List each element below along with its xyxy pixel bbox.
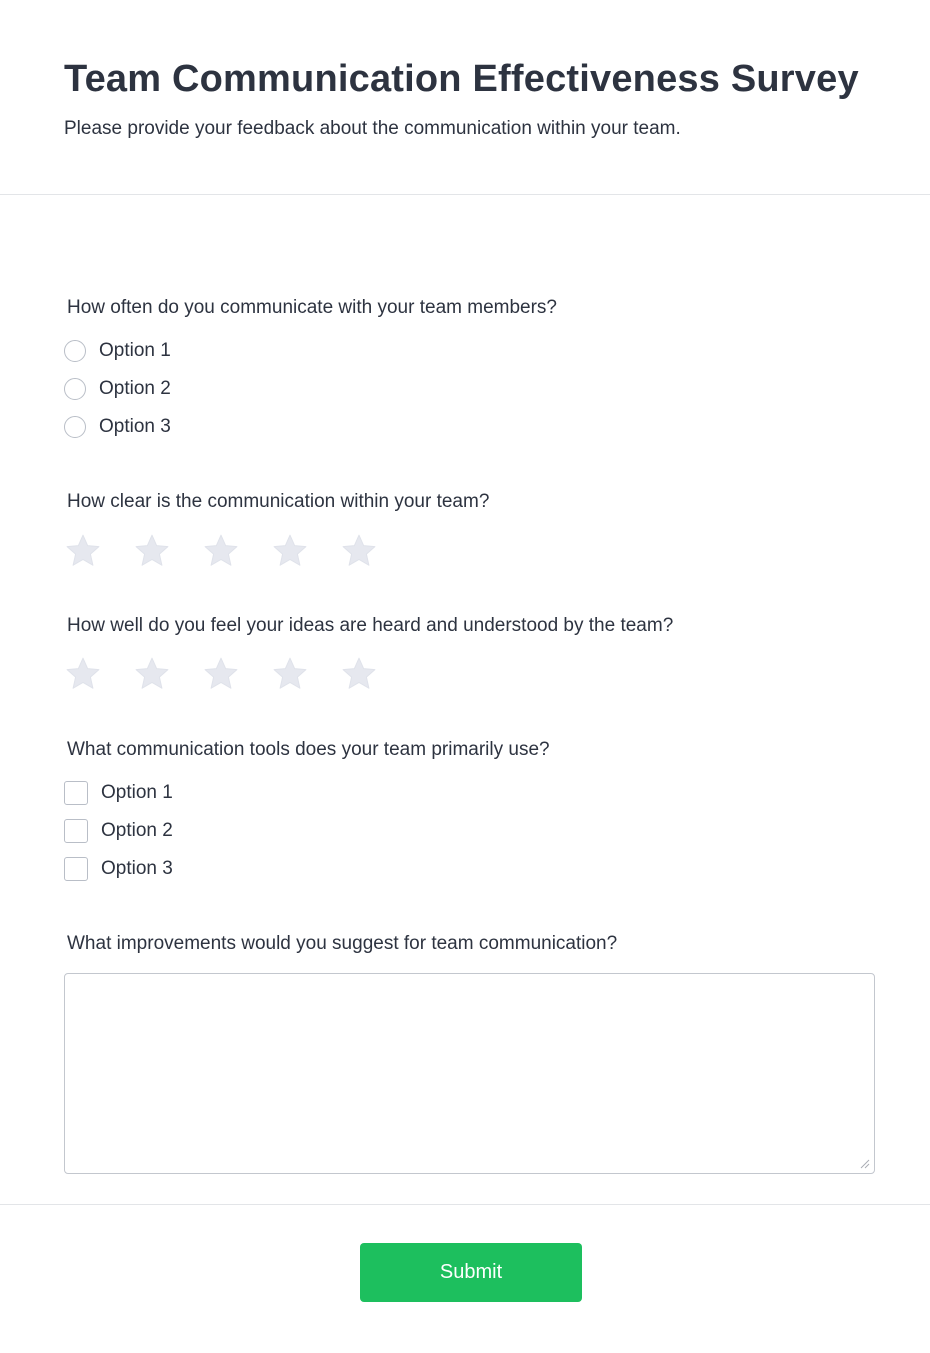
option-label: Option 2 [99,378,171,399]
radio-button[interactable] [64,340,86,362]
checkbox[interactable] [64,819,88,843]
star-icon[interactable] [340,655,378,693]
star-icon[interactable] [202,655,240,693]
survey-header [0,0,930,195]
star-rating-clarity [64,532,378,570]
survey-subtitle: Please provide your feedback about the communication within your team. [64,118,681,139]
survey-title: Team Communication Effectiveness Survey [64,58,859,100]
question-label: How well do you feel your ideas are heard and understood by the team? [67,615,674,636]
star-icon[interactable] [133,655,171,693]
question-label: How often do you communicate with your team members? [67,297,557,318]
star-icon[interactable] [340,532,378,570]
submit-button[interactable]: Submit [360,1243,582,1302]
radio-option-1[interactable] [64,338,171,364]
star-icon[interactable] [271,655,309,693]
question-label: What communication tools does your team primarily use? [67,739,550,760]
option-label: Option 3 [101,858,173,879]
radio-option-2[interactable] [64,376,171,402]
option-label: Option 1 [99,340,171,361]
checkbox-option-1[interactable] [64,780,173,806]
checkbox[interactable] [64,857,88,881]
survey-footer [0,1204,930,1353]
star-icon[interactable] [133,532,171,570]
star-icon[interactable] [64,655,102,693]
option-label: Option 1 [101,782,173,803]
star-icon[interactable] [202,532,240,570]
question-label: How clear is the communication within your team? [67,491,490,512]
star-icon[interactable] [271,532,309,570]
radio-option-3[interactable] [64,414,171,440]
improvements-textarea[interactable] [64,973,875,1174]
checkbox-option-2[interactable] [64,818,173,844]
star-rating-ideas-heard [64,655,378,693]
option-label: Option 3 [99,416,171,437]
resize-grip-icon[interactable] [858,1157,870,1169]
checkbox[interactable] [64,781,88,805]
option-label: Option 2 [101,820,173,841]
radio-button[interactable] [64,378,86,400]
question-label: What improvements would you suggest for team communication? [67,933,618,954]
checkbox-option-3[interactable] [64,856,173,882]
radio-button[interactable] [64,416,86,438]
star-icon[interactable] [64,532,102,570]
